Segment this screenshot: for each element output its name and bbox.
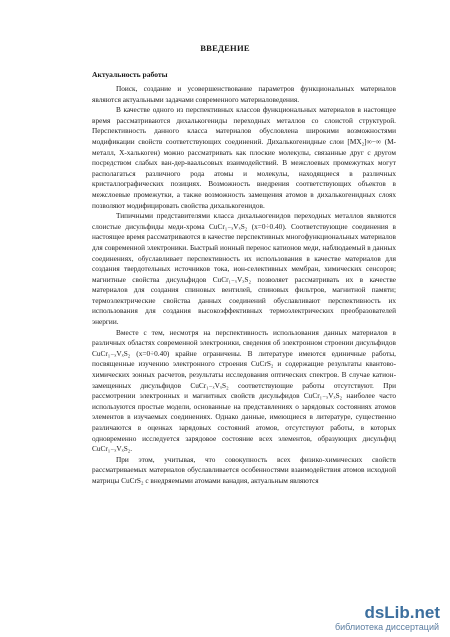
page-title: ВВЕДЕНИЕ (200, 43, 250, 53)
paragraph: Вместе с тем, несмотря на перспективность использования данных материалов в различных областях современной электроники, сведения об электронном строении дисульфидов CuCr₁₋ₓVₓS₂ (x=0÷0.40) крайне ограничены. В литературе имеются единичные работы, посвященные изучению электронного строения CuCrS₂ и содержащие результаты квантово-химических зонных расчетов, результаты исследования оптических спектров. В случае катион-замещенных дисульфидов CuCr₁₋ₓVₓS₂ соответствующие работы отсутствуют. При рассмотрении электронных и магнитных свойств дисульфидов CuCr₁₋ₓVₓS₂ наиболее часто используются простые модели, основанные на представлениях о зарядовых состояниях атомов элементов в изучаемых соединениях. Однако данные, имеющиеся в литературе, существенно различаются в оценках зарядовых состояний атомов, отсутствуют работы, в которых одновременно исследуется зарядовое состояние всех элементов, образующих дисульфид CuCr₁₋ₓVₓS₂. (92, 327, 396, 454)
watermark-logo: dsLib.net (364, 603, 440, 622)
paragraph: Поиск, создание и усовершенствование параметров функциональных материалов являются актуальными задачами современного материаловедения. (92, 84, 396, 104)
paragraph: При этом, учитывая, что совокупность всех физико-химических свойств рассматриваемых материалов обуславливается особенностями взаимодействия атомов исходной матрицы CuCrS₂ с внедряемыми атомами ванадия, актуальным являются (92, 454, 396, 485)
watermark-caption: библиотека диссертаций (334, 622, 439, 632)
body-text (92, 84, 396, 487)
watermark (280, 603, 440, 633)
section-heading: Актуальность работы (92, 70, 168, 79)
paragraph: В качестве одного из перспективных классов функциональных материалов в настоящее время рассматриваются дихалькогениды переходных металлов со слоистой структурой. Перспективность данного класса материалов обусловлена широкими возможностями модификации свойств соответствующих соединений. Дихалькогенидные слои [MX₂]∞−∞ (M-металл, X-халькоген) можно рассматривать как плоские молекулы, связанные друг с другом посредством слабых ван-дер-ваальсовых взаимодействий. В межслоевых промежутках могут располагаться различного рода атомы и молекулы, находящиеся в различных кристаллографических позициях. Возможность внедрения соответствующих объектов в межслоевые промежутки, а также возможность замещения атомов в дихалькогенидных слоях позволяют модифицировать свойства дихалькогенидов. (92, 105, 396, 210)
paragraph: Типичными представителями класса дихалькогенидов переходных металлов являются слоистые дисульфиды меди-хрома CuCr₁₋ₓVₓS₂ (x=0÷0.40). Соответствующие соединения в настоящее время рассматриваются в качестве перспективных многофункциональных материалов для современной электроники. Быстрый ионный перенос катионов меди, наблюдаемый в данных соединениях, обуславливает перспективность их использования в качестве материалов для создания твердотельных источников тока, ион-селективных мембран, химических сенсоров; магнитные свойства дисульфидов CuCr₁₋ₓVₓS₂ позволяет рассматривать их в качестве материалов для создания спиновых вентилей, спиновых фильтров, магнитной памяти; термоэлектрические свойства данных соединений обуславливают перспективность их использования для создания высокоэффективных термоэлектрических преобразователей энергии. (92, 211, 396, 327)
